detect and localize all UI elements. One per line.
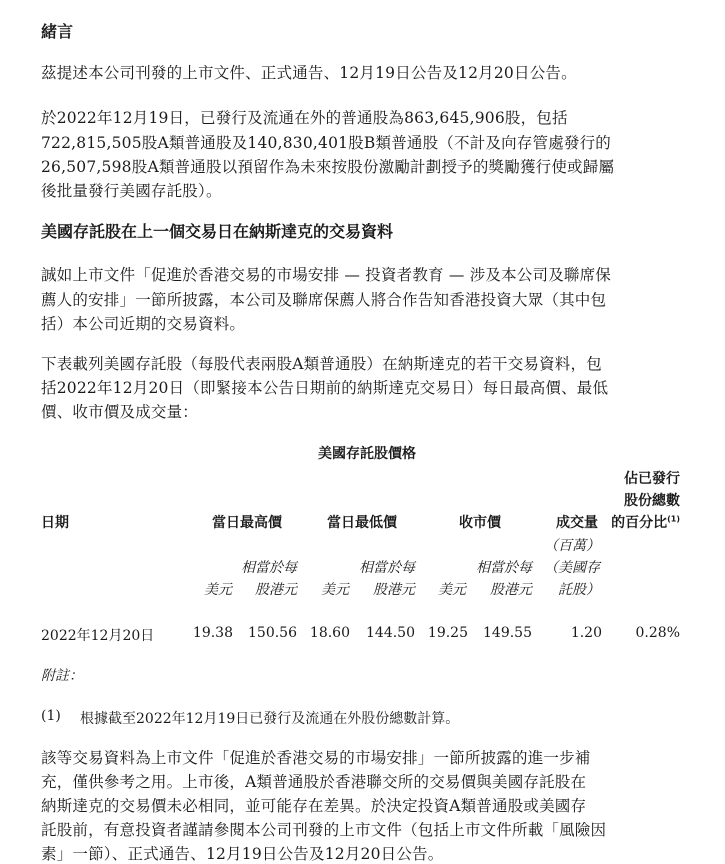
col-sub-low-hkd-line2: 股港元 [373, 582, 415, 598]
col-header-close: 收市價 [459, 515, 501, 531]
paragraph-line: 託股前，有意投資者謹請參閱本公司刊發的上市文件（包括上市文件所載「風險因 [41, 821, 607, 839]
col-header-low: 當日最低價 [327, 515, 397, 531]
section-heading-intro: 緒言 [41, 22, 74, 41]
cell-high-hkd: 150.56 [248, 625, 297, 641]
cell-close-usd: 19.25 [427, 625, 468, 641]
col-sub-low-hkd-line1: 相當於每 [359, 560, 415, 576]
col-sub-volume-line1: （百萬） [544, 538, 600, 554]
paragraph-line: 後批量發行美國存託股）。 [41, 182, 222, 200]
section-heading-trading: 美國存託股在上一個交易日在納斯達克的交易資料 [41, 222, 394, 241]
col-header-high: 當日最高價 [212, 515, 282, 531]
notes-label: 附註： [41, 668, 83, 684]
col-sub-close-usd: 美元 [438, 582, 466, 598]
note-text: 根據截至2022年12月19日已發行及流通在外股份總數計算。 [80, 711, 460, 727]
paragraph-line: 薦人的安排」一節所披露，本公司及聯席保薦人將合作告知香港投資大眾（其中包 [41, 291, 607, 309]
cell-close-hkd: 149.55 [483, 625, 532, 641]
paragraph-line: 納斯達克的交易價未必相同，並可能存在差異。於決定投資A類普通股或美國存 [41, 797, 587, 815]
cell-volume: 1.20 [570, 625, 602, 641]
col-sub-close-hkd-line2: 股港元 [490, 582, 532, 598]
col-sub-low-usd: 美元 [321, 582, 349, 598]
cell-date: 2022年12月20日 [41, 628, 155, 644]
paragraph-line: 括）本公司近期的交易資料。 [41, 315, 246, 333]
col-header-volume: 成交量 [556, 515, 598, 531]
col-sub-high-hkd-line1: 相當於每 [241, 560, 297, 576]
paragraph-line: 於2022年12月19日，已發行及流通在外的普通股為863,645,906股，包括 [41, 109, 568, 127]
paragraph-line: 素」一節）、正式通告、12月19日公告及12月20日公告。 [41, 845, 444, 863]
col-sub-volume-line2: （美國存 [544, 560, 600, 576]
note-marker: (1) [41, 708, 61, 724]
col-header-pct-line2: 股份總數 [624, 493, 680, 509]
footnote-ref: (1) [667, 514, 680, 524]
paragraph-line: 下表載列美國存託股（每股代表兩股A類普通股）在納斯達克的若干交易資料，包 [41, 355, 602, 373]
col-sub-volume-line3: 託股） [558, 582, 600, 598]
cell-pct: 0.28% [635, 625, 680, 641]
paragraph-line: 該等交易資料為上市文件「促進於香港交易的市場安排」一節所披露的進一步補 [41, 749, 591, 767]
col-header-pct-line3: 的百分比$^{(1)}$ [611, 514, 680, 531]
col-sub-high-hkd-line2: 股港元 [255, 582, 297, 598]
cell-low-usd: 18.60 [309, 625, 350, 641]
paragraph-line: 誠如上市文件「促進於香港交易的市場安排 — 投資者教育 — 涉及本公司及聯席保 [41, 266, 612, 284]
paragraph-line: 括2022年12月20日（即緊接本公告日期前的納斯達克交易日）每日最高價、最低 [41, 379, 609, 397]
cell-high-usd: 19.38 [192, 625, 233, 641]
intro-paragraph: 茲提述本公司刊發的上市文件、正式通告、12月19日公告及12月20日公告。 [41, 64, 577, 82]
col-header-date: 日期 [41, 515, 69, 531]
paragraph-line: 充，僅供參考之用。上市後，A類普通股於香港聯交所的交易價與美國存託股在 [41, 773, 587, 791]
paragraph-line: 價、收市價及成交量： [41, 403, 199, 421]
paragraph-line: 26,507,598股A類普通股以預留作為未來按股份激勵計劃授予的獎勵獲行使或歸屬 [41, 158, 615, 176]
col-sub-close-hkd-line1: 相當於每 [476, 560, 532, 576]
col-header-pct-line1: 佔已發行 [624, 471, 680, 487]
cell-low-hkd: 144.50 [366, 625, 415, 641]
table-group-header: 美國存託股價格 [318, 446, 416, 462]
col-sub-high-usd: 美元 [204, 582, 232, 598]
paragraph-line: 722,815,505股A類普通股及140,830,401股B類普通股（不計及向存管處發行的 [41, 134, 612, 152]
